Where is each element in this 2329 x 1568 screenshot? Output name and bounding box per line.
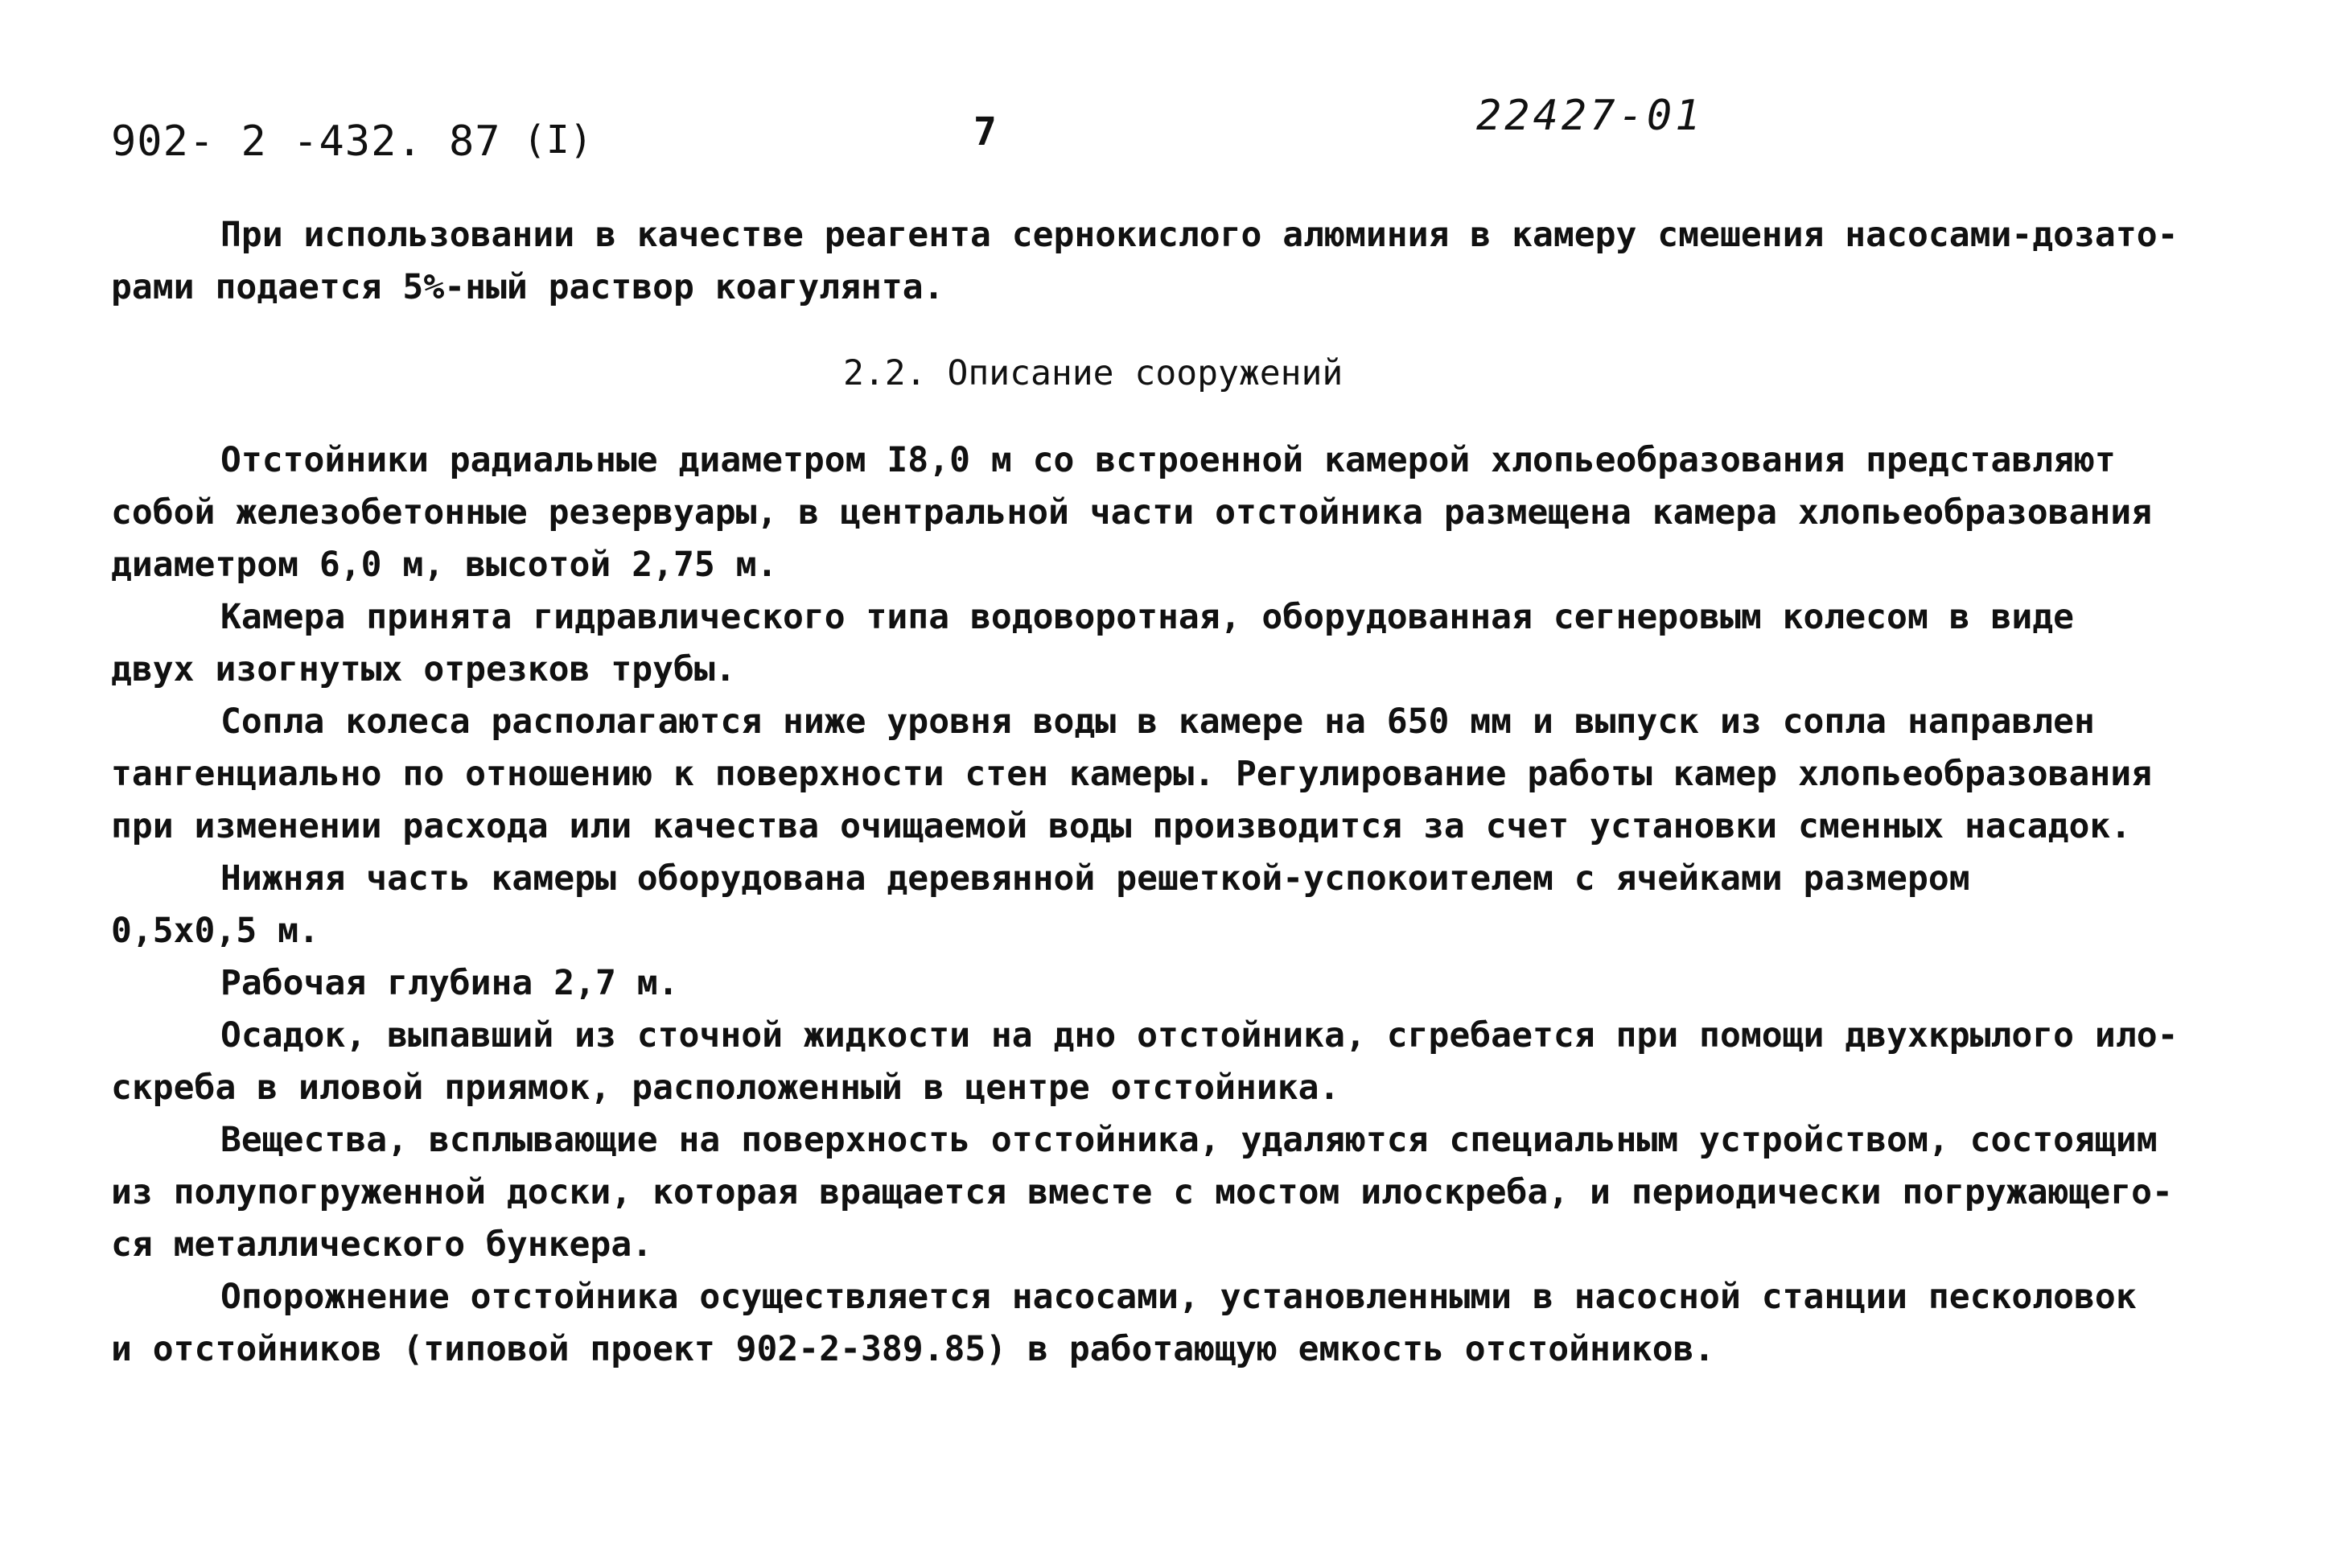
text-line: Нижняя часть камеры оборудована деревянной решеткой-успокоителем с ячейками размером <box>220 858 1970 899</box>
text-line: ся металлического бункера. <box>111 1224 653 1265</box>
text-line: Опорожнение отстойника осуществляется насосами, установленными в насосной станции песколовок <box>220 1277 2137 1317</box>
paragraph-chamber-type <box>111 591 2219 696</box>
paragraph-floating-substances <box>111 1114 2219 1271</box>
text-line: тангенциально по отношению к поверхности стен камеры. Регулирование работы камер хлопьеобразования <box>111 754 2153 794</box>
text-line: диаметром 6,0 м, высотой 2,75 м. <box>111 545 778 585</box>
text-line: скреба в иловой приямок, расположенный в центре отстойника. <box>111 1068 1340 1108</box>
inventory-number: 22427-01 <box>1476 92 1704 140</box>
paragraph-emptying <box>111 1271 2219 1376</box>
text-line: Камера принята гидравлического типа водоворотная, оборудованная сегнеровым колесом в виде <box>220 597 2075 637</box>
document-part: (I) <box>523 117 593 163</box>
text-line: и отстойников (типовой проект 902-2-389.85) в работающую емкость отстойников. <box>111 1329 1715 1369</box>
text-line: собой железобетонные резервуары, в центральной части отстойника размещена камера хлопьеобразования <box>111 492 2153 533</box>
document-code: 902- 2 -432. 87 <box>111 117 501 166</box>
text-line: двух изогнутых отрезков трубы. <box>111 649 736 689</box>
text-line: рами подается 5%-ный раствор коагулянта. <box>111 267 944 307</box>
text-line: При использовании в качестве реагента сернокислого алюминия в камеру смешения насосами-дозато- <box>220 215 2179 255</box>
text-line: из полупогруженной доски, которая вращается вместе с мостом илоскреба, и периодически погружающего- <box>111 1172 2173 1212</box>
text-line: Отстойники радиальные диаметром I8,0 м со встроенной камерой хлопьеобразования представляют <box>220 440 2116 480</box>
section-2-2 <box>111 348 2219 1376</box>
paragraph-sediment <box>111 1010 2219 1114</box>
page-number: 7 <box>973 109 997 154</box>
section-heading: 2.2. Описание сооружений <box>843 353 1343 393</box>
paragraph-nozzles <box>111 696 2219 853</box>
paragraph-lower-part <box>111 853 2219 957</box>
text-line: Вещества, всплывающие на поверхность отстойника, удаляются специальным устройством, состоящим <box>220 1120 2158 1160</box>
text-line: Сопла колеса располагаются ниже уровня воды в камере на 650 мм и выпуск из сопла направлен <box>220 702 2095 742</box>
paragraph-sedimentation-tanks <box>111 434 2219 591</box>
intro-paragraph <box>111 209 2219 314</box>
paragraph-working-depth <box>111 957 2219 1010</box>
text-line: 0,5х0,5 м. <box>111 911 319 951</box>
text-line: при изменении расхода или качества очищаемой воды производится за счет установки сменных насадок. <box>111 806 2132 846</box>
text-line: Осадок, выпавший из сточной жидкости на дно отстойника, сгребается при помощи двухкрылого ило- <box>220 1015 2179 1056</box>
text-line: Рабочая глубина 2,7 м. <box>220 963 679 1003</box>
